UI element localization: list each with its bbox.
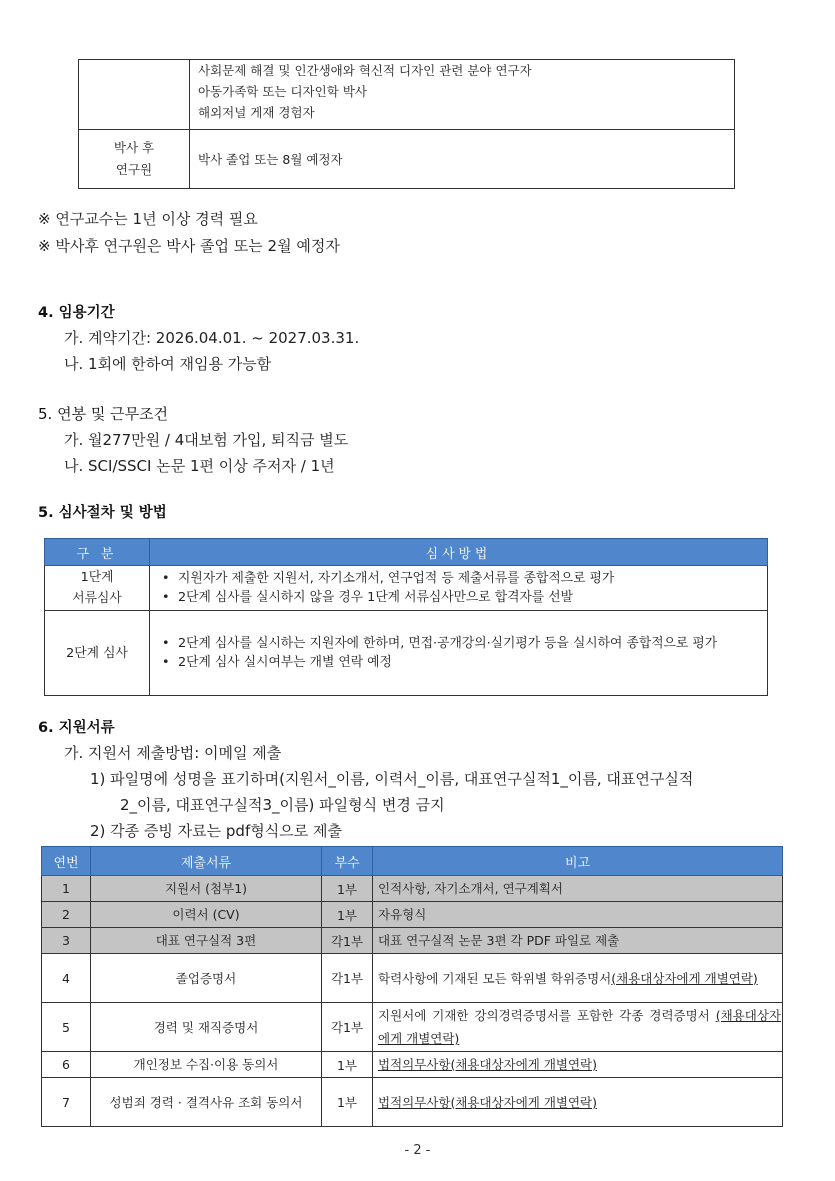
- doc-name: 경력 및 재직증명서: [91, 1003, 322, 1052]
- header-stage: 구 분: [45, 539, 150, 566]
- document-row: [42, 902, 783, 928]
- doc-copies: 각1부: [322, 928, 373, 954]
- doc-name: 졸업증명서: [91, 954, 322, 1003]
- page-number: - 2 -: [404, 1143, 431, 1158]
- qualification-line: 박사 졸업 또는 8월 예정자: [198, 151, 343, 167]
- doc-number: 3: [42, 928, 91, 954]
- method-bullet: • 2단계 심사 실시여부는 개별 연락 예정: [178, 653, 759, 672]
- document-row: [42, 928, 783, 954]
- qualification-label-cell: [79, 130, 190, 189]
- stage-cell: [45, 611, 150, 696]
- doc-copies: 1부: [322, 902, 373, 928]
- remark-underlined: 법적의무사항(채용대상자에게 개별연락): [378, 1057, 598, 1072]
- doc-remark: 인적사항, 자기소개서, 연구계획서: [373, 876, 783, 902]
- review-row: [45, 611, 768, 696]
- doc-name: 개인정보 수집·이용 동의서: [91, 1052, 322, 1078]
- header-document: 제출서류: [91, 847, 322, 876]
- appointment-item: 나. 1회에 한하여 재임용 가능함: [64, 355, 272, 373]
- section-title-review: 5. 심사절차 및 방법: [38, 505, 167, 521]
- document-row: [42, 876, 783, 902]
- remark-underlined: (채용대상자에게 개별연락): [611, 970, 758, 986]
- stage-line: 서류심사: [72, 591, 122, 606]
- review-header-row: [45, 539, 768, 566]
- submission-method: 가. 지원서 제출방법: 이메일 제출: [64, 744, 282, 762]
- document-row: [42, 1003, 783, 1052]
- doc-number: 4: [42, 954, 91, 1003]
- submission-subitem: 1) 파일명에 성명을 표기하며(지원서_이름, 이력서_이름, 대표연구실적1_이름, 대표연구실적: [90, 770, 694, 788]
- method-cell: [150, 611, 768, 696]
- doc-number: 1: [42, 876, 91, 902]
- doc-number: 2: [42, 902, 91, 928]
- qualification-row: [79, 130, 735, 189]
- header-number: 연번: [42, 847, 91, 876]
- salary-item: 나. SCI/SSCI 논문 1편 이상 주저자 / 1년: [64, 457, 335, 475]
- doc-name: 이력서 (CV): [91, 902, 322, 928]
- method-bullet: • 2단계 심사를 실시하지 않을 경우 1단계 서류심사만으로 합격자를 선발: [178, 588, 759, 607]
- required-documents-table: [41, 846, 783, 1127]
- doc-name: 성범죄 경력 · 결격사유 조회 동의서: [91, 1078, 322, 1127]
- doc-remark: [373, 954, 783, 1003]
- section-title-appointment-period: 4. 임용기간: [38, 305, 115, 321]
- doc-remark: 자유형식: [373, 902, 783, 928]
- submission-subitem-continued: 2_이름, 대표연구실적3_이름) 파일형식 변경 금지: [120, 796, 445, 814]
- qualification-table: [78, 59, 735, 189]
- method-cell: [150, 566, 768, 611]
- qualification-content-cell: [190, 130, 735, 189]
- method-bullet: • 2단계 심사를 실시하는 지원자에 한하며, 면접·공개강의·실기평가 등을 실시하여 종합적으로 평가: [178, 634, 759, 653]
- docs-header-row: [42, 847, 783, 876]
- header-copies: 부수: [322, 847, 373, 876]
- doc-copies: 1부: [322, 876, 373, 902]
- doc-copies: 각1부: [322, 1003, 373, 1052]
- doc-number: 5: [42, 1003, 91, 1052]
- doc-name: 대표 연구실적 3편: [91, 928, 322, 954]
- qualification-label-cell: [79, 60, 190, 130]
- qualification-content-cell: [190, 60, 735, 130]
- qualification-line: 사회문제 해결 및 인간생애와 혁신적 디자인 관련 분야 연구자: [198, 63, 532, 78]
- document-row: [42, 1078, 783, 1127]
- remark-text: 학력사항에 기재된 모든 학위별 학위증명서: [378, 970, 612, 986]
- doc-copies: 1부: [322, 1052, 373, 1078]
- qualification-line: 해외저널 게재 경험자: [198, 105, 315, 120]
- document-row: [42, 1052, 783, 1078]
- doc-remark: [373, 1078, 783, 1127]
- stage-cell: [45, 566, 150, 611]
- label-line: 박사 후: [113, 140, 155, 155]
- stage-line: 2단계 심사: [66, 645, 128, 661]
- note-research-professor: ※ 연구교수는 1년 이상 경력 필요: [38, 210, 258, 228]
- doc-remark: 대표 연구실적 논문 3편 각 PDF 파일로 제출: [373, 928, 783, 954]
- section-title-documents: 6. 지원서류: [38, 720, 115, 736]
- header-remarks: 비고: [373, 847, 783, 876]
- remark-underlined: 법적의무사항(채용대상자에게 개별연락): [378, 1094, 598, 1110]
- label-line: 연구원: [115, 162, 153, 177]
- doc-number: 6: [42, 1052, 91, 1078]
- submission-subitem: 2) 각종 증빙 자료는 pdf형식으로 제출: [90, 822, 342, 840]
- stage-line: 1단계: [80, 570, 114, 585]
- doc-copies: 각1부: [322, 954, 373, 1003]
- remark-underlined: (채용대상자에게 개별연락): [378, 1008, 781, 1046]
- header-method: 심사방법: [150, 539, 768, 566]
- note-postdoc: ※ 박사후 연구원은 박사 졸업 또는 2월 예정자: [38, 237, 340, 255]
- review-row: [45, 566, 768, 611]
- doc-copies: 1부: [322, 1078, 373, 1127]
- doc-remark: [373, 1052, 783, 1078]
- document-row: [42, 954, 783, 1003]
- method-bullet: • 지원자가 제출한 지원서, 자기소개서, 연구업적 등 제출서류를 종합적으로 평가: [178, 569, 759, 588]
- doc-remark: [373, 1003, 783, 1052]
- salary-item: 가. 월277만원 / 4대보험 가입, 퇴직금 별도: [64, 431, 349, 449]
- remark-text: 지원서에 기재한 강의경력증명서를 포함한 각종 경력증명서: [378, 1008, 716, 1023]
- appointment-item: 가. 계약기간: 2026.04.01. ~ 2027.03.31.: [64, 329, 360, 347]
- qualification-row: [79, 60, 735, 130]
- review-procedure-table: [44, 538, 768, 696]
- qualification-line: 아동가족학 또는 디자인학 박사: [198, 84, 367, 99]
- doc-name: 지원서 (첨부1): [91, 876, 322, 902]
- section-title-salary: 5. 연봉 및 근무조건: [38, 405, 169, 423]
- doc-number: 7: [42, 1078, 91, 1127]
